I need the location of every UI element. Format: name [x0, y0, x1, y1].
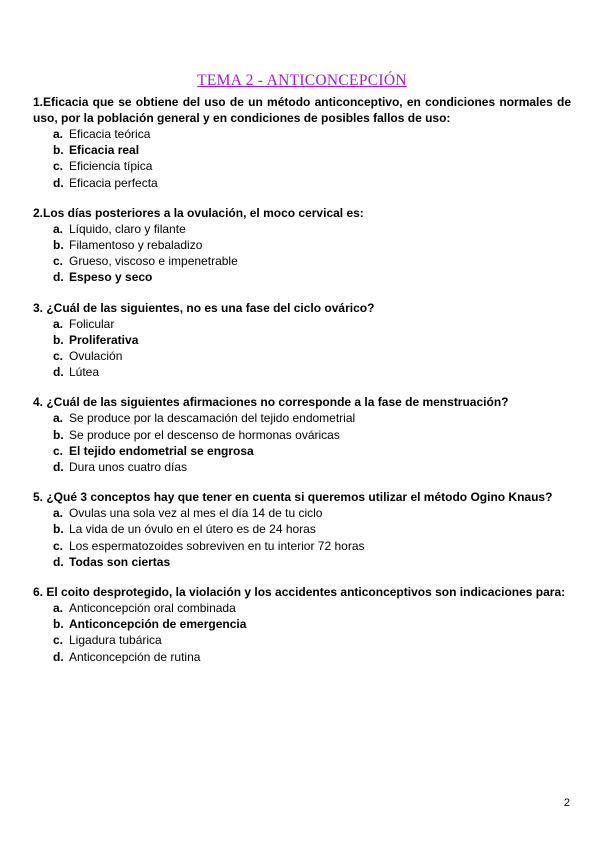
- option-c: c. Los espermatozoides sobreviven en tu interior 72 horas: [53, 538, 365, 553]
- option-a: a. Líquido, claro y filante: [53, 221, 186, 236]
- page-title: TEMA 2 - ANTICONCEPCIÓN: [197, 72, 407, 89]
- question-text: 3. ¿Cuál de las siguientes, no es una fase del ciclo ovárico?: [33, 300, 375, 315]
- question-5: [33, 489, 571, 570]
- option-d: d. Lútea: [53, 365, 100, 380]
- option-a: a. Eficacia teórica: [53, 127, 151, 141]
- options-list: [33, 600, 571, 665]
- options-list: [33, 505, 571, 570]
- option-d: d. Anticoncepción de rutina: [53, 649, 201, 664]
- question-text: 2.Los días posteriores a la ovulación, el moco cervical es:: [33, 205, 364, 220]
- option-b: b. Eficacia real: [53, 143, 140, 158]
- option-d: d. Eficacia perfecta: [53, 175, 158, 190]
- option-d: d. Espeso y seco: [53, 270, 153, 285]
- page-number: 2: [563, 797, 570, 809]
- option-b: b. La vida de un óvulo en el útero es de 24 horas: [53, 522, 316, 537]
- question-2: [33, 205, 571, 286]
- option-a: a. Folicular: [53, 316, 115, 331]
- option-c: c. El tejido endometrial se engrosa: [53, 443, 254, 458]
- question-6: [33, 584, 571, 665]
- question-4: [33, 394, 571, 475]
- option-c: c. Eficiencia típica: [53, 159, 153, 174]
- options-list: [33, 316, 571, 381]
- option-c: c. Ovulación: [53, 349, 123, 364]
- question-text: 1.Eficacia que se obtiene del uso de un método anticonceptivo, en condiciones normales de uso, por la población general y en condiciones de posibles fallos de uso:: [33, 95, 571, 125]
- option-b: b. Filamentoso y rebaladizo: [53, 238, 203, 253]
- question-text: 4. ¿Cuál de las siguientes afirmaciones no corresponde a la fase de menstruación?: [33, 395, 509, 410]
- options-list: [33, 126, 571, 191]
- document-page: [33, 72, 571, 665]
- option-c: c. Ligadura tubárica: [53, 633, 162, 648]
- question-3: [33, 300, 571, 381]
- option-a: a. Ovulas una sola vez al mes el día 14 de tu ciclo: [53, 506, 323, 521]
- question-1: [33, 94, 571, 191]
- options-list: [33, 410, 571, 475]
- option-b: b. Proliferativa: [53, 332, 139, 347]
- option-c: c. Grueso, viscoso e impenetrable: [53, 254, 238, 269]
- option-d: d. Todas son ciertas: [53, 554, 171, 569]
- option-a: a. Se produce por la descamación del tejido endometrial: [53, 411, 356, 426]
- options-list: [33, 221, 571, 286]
- option-b: b. Se produce por el descenso de hormonas ováricas: [53, 427, 340, 442]
- question-text: 5. ¿Qué 3 conceptos hay que tener en cuenta si queremos utilizar el método Ogino Knaus?: [33, 490, 553, 505]
- question-text: 6. El coito desprotegido, la violación y los accidentes anticonceptivos son indicaciones para:: [33, 585, 566, 600]
- option-b: b. Anticoncepción de emergencia: [53, 617, 247, 632]
- option-d: d. Dura unos cuatro días: [53, 460, 188, 475]
- option-a: a. Anticoncepción oral combinada: [53, 601, 236, 616]
